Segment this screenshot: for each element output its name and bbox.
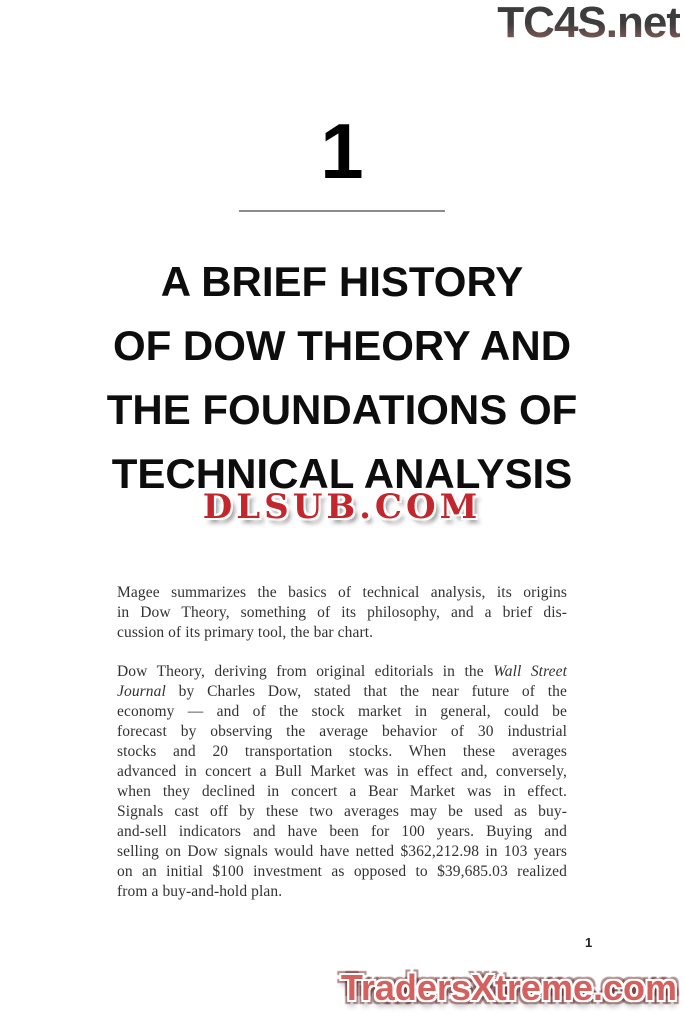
body-text-line: Journal by Charles Dow, stated that the near future of the bbox=[117, 683, 567, 700]
body-text-line: selling on Dow signals would have netted $362,212.98 in 103 years bbox=[117, 843, 567, 860]
body-text-line: cussion of its primary tool, the bar chart. bbox=[117, 624, 374, 641]
paragraph bbox=[117, 662, 567, 902]
chapter-title-line: OF DOW THEORY AND bbox=[112, 322, 572, 369]
paragraph bbox=[117, 583, 567, 643]
page-number: 1 bbox=[585, 935, 593, 950]
chapter-title bbox=[0, 250, 684, 506]
chapter-divider bbox=[239, 210, 445, 212]
watermark-dlsub-com: DLSUB.COM bbox=[202, 487, 482, 527]
chapter-title-line: THE FOUNDATIONS OF bbox=[106, 386, 578, 433]
body-text bbox=[117, 583, 567, 902]
watermark-tc4s-net: TC4S.net bbox=[497, 0, 680, 47]
body-text-line: stocks and 20 transportation stocks. When these averages bbox=[117, 743, 567, 760]
watermark-tradersxtreme-com: TradersXtreme.com bbox=[340, 967, 677, 1008]
body-text-line: when they declined in concert a Bear Market was in effect. bbox=[117, 783, 567, 800]
body-text-line: from a buy-and-hold plan. bbox=[117, 883, 283, 900]
chapter-title-line: A BRIEF HISTORY bbox=[160, 258, 524, 305]
body-text-line: and-sell indicators and have been for 100 years. Buying and bbox=[117, 823, 567, 840]
body-text-line: on an initial $100 investment as opposed to $39,685.03 realized bbox=[117, 863, 567, 880]
chapter-number: 1 bbox=[320, 107, 364, 195]
body-text-line: Signals cast off by these two averages may be used as buy- bbox=[117, 803, 567, 820]
body-text-line: in Dow Theory, something of its philosophy, and a brief dis- bbox=[117, 604, 567, 621]
body-text-line: advanced in concert a Bull Market was in effect and, conversely, bbox=[117, 763, 567, 780]
body-text-line: Magee summarizes the basics of technical analysis, its origins bbox=[117, 584, 567, 601]
body-text-line: Dow Theory, deriving from original editorials in the Wall Street bbox=[117, 663, 568, 680]
body-text-line: economy — and of the stock market in general, could be bbox=[117, 703, 567, 720]
body-text-line: forecast by observing the average behavior of 30 industrial bbox=[117, 723, 567, 740]
chapter-title-line: TECHNICAL ANALYSIS bbox=[111, 450, 573, 497]
